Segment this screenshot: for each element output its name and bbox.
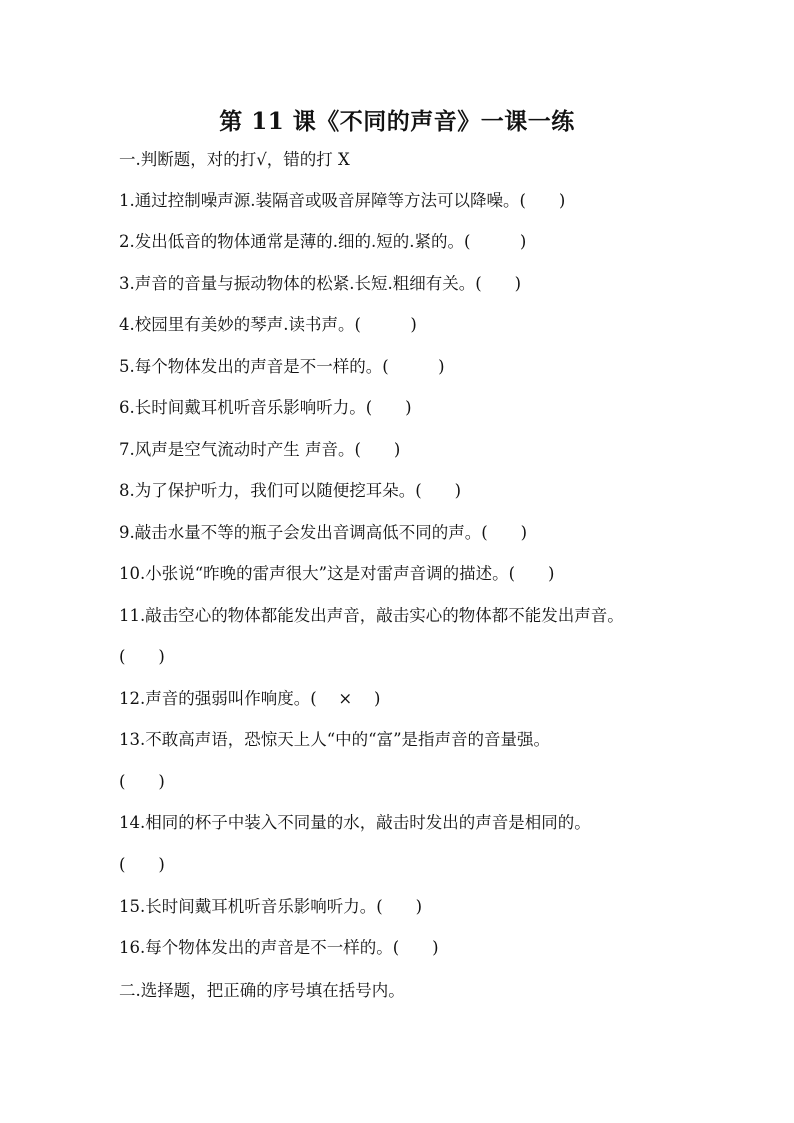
question-line: 14.相同的杯子中装入不同量的水，敲击时发出的声音是相同的。 xyxy=(119,813,591,832)
question-line: 11.敲击空心的物体都能发出声音，敲击实心的物体都不能发出声音。 xyxy=(119,606,624,625)
question-line: 16.每个物体发出的声音是不一样的。( ) xyxy=(119,938,439,957)
question-line: 3.声音的音量与振动物体的松紧.长短.粗细有关。( ) xyxy=(119,274,522,293)
question-line: 10.小张说“昨晚的雷声很大”这是对雷声音调的描述。( ) xyxy=(119,564,555,583)
question-line: 7.风声是空气流动时产生 声音。( ) xyxy=(119,440,401,459)
question-line: 13.不敢高声语，恐惊天上人“中的“富”是指声音的音量强。 xyxy=(119,730,551,749)
question-line: 5.每个物体发出的声音是不一样的。( ) xyxy=(119,357,445,376)
question-line: 1.通过控制噪声源.装隔音或吸音屏障等方法可以降噪。( ) xyxy=(119,191,566,210)
question-line: 9.敲击水量不等的瓶子会发出音调高低不同的声。( ) xyxy=(119,523,528,542)
question-line: 2.发出低音的物体通常是薄的.细的.短的.紧的。( ) xyxy=(119,232,527,251)
section-heading-judgment: 一.判断题，对的打√，错的打 X xyxy=(119,150,350,169)
question-line: 4.校园里有美妙的琴声.读书声。( ) xyxy=(119,315,417,334)
answer-bracket-line: ( ) xyxy=(119,647,165,666)
answer-bracket-line: ( ) xyxy=(119,855,165,874)
question-line: 15.长时间戴耳机听音乐影响听力。( ) xyxy=(119,897,423,916)
question-line: 8.为了保护听力，我们可以随便挖耳朵。( ) xyxy=(119,481,462,500)
question-line: 6.长时间戴耳机听音乐影响听力。( ) xyxy=(119,398,412,417)
page-title: 第 11 课《不同的声音》一课一练 xyxy=(219,108,575,135)
question-line: 12.声音的强弱叫作响度。( × ) xyxy=(119,689,381,708)
answer-bracket-line: ( ) xyxy=(119,772,165,791)
section-heading-choice: 二.选择题，把正确的序号填在括号内。 xyxy=(119,981,405,1000)
